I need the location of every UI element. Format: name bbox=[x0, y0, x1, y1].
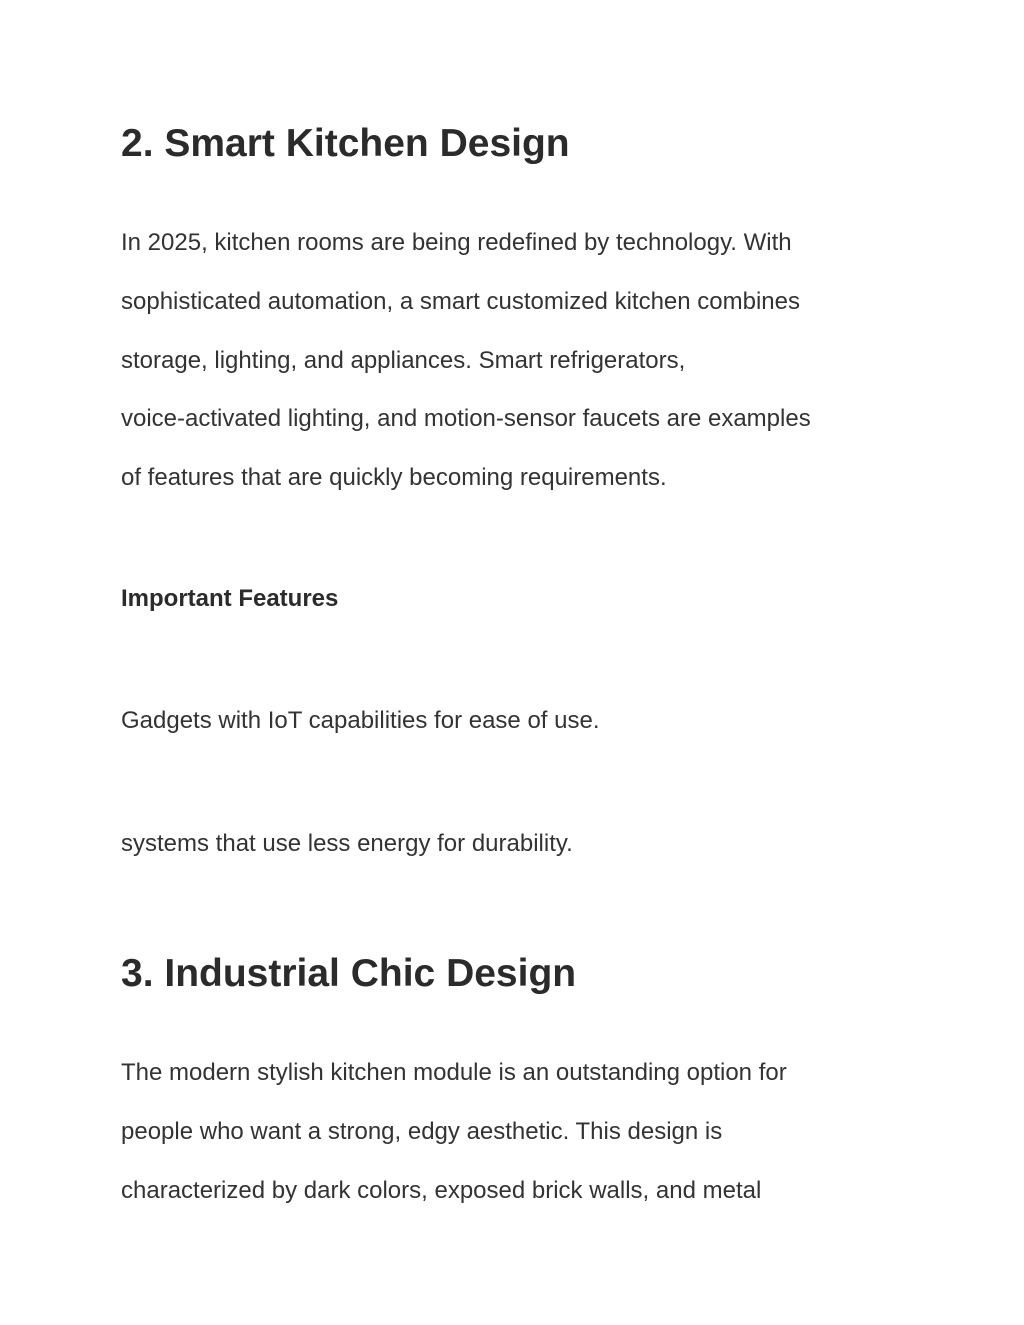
paragraph-line: In 2025, kitchen rooms are being redefined by technology. With bbox=[121, 229, 792, 256]
paragraph-line: The modern stylish kitchen module is an outstanding option for bbox=[121, 1059, 787, 1086]
paragraph-line: people who want a strong, edgy aesthetic. This design is bbox=[121, 1117, 723, 1145]
paragraph-line: storage, lighting, and appliances. Smart refrigerators, bbox=[121, 346, 686, 374]
section-2-paragraph bbox=[121, 214, 811, 508]
section-3-heading: 3. Industrial Chic Design bbox=[121, 952, 577, 995]
paragraph-line: of features that are quickly becoming requirements. bbox=[121, 464, 667, 491]
important-features-heading: Important Features bbox=[121, 585, 339, 612]
paragraph-line: sophisticated automation, a smart customized kitchen combines bbox=[121, 287, 800, 315]
paragraph-line: characterized by dark colors, exposed brick walls, and metal bbox=[121, 1176, 762, 1204]
feature-item: Gadgets with IoT capabilities for ease of use. bbox=[121, 707, 600, 734]
paragraph-line: voice-activated lighting, and motion-sensor faucets are examples bbox=[121, 405, 811, 433]
section-3-paragraph bbox=[121, 1044, 787, 1220]
section-2-heading: 2. Smart Kitchen Design bbox=[121, 122, 570, 165]
feature-item: systems that use less energy for durability. bbox=[121, 830, 573, 857]
